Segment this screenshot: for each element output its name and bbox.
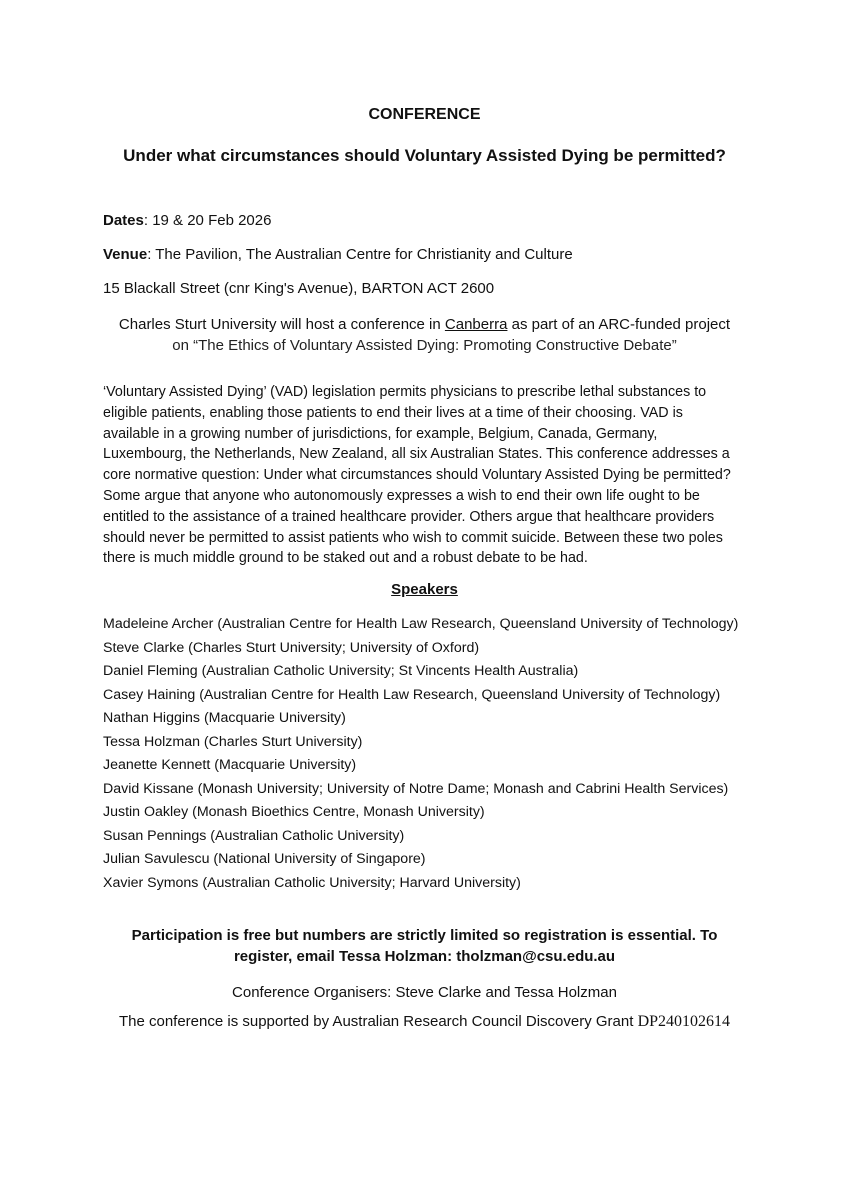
speaker-item: Jeanette Kennett (Macquarie University)	[103, 757, 357, 773]
dates-label: Dates	[103, 212, 144, 229]
venue-line	[103, 246, 573, 263]
registration-line-2: register, email Tessa Holzman: tholzman@csu.edu.au	[233, 948, 616, 965]
page-title: Under what circumstances should Voluntary Assisted Dying be permitted?	[123, 146, 726, 165]
venue-value: : The Pavilion, The Australian Centre for Christianity and Culture	[147, 246, 573, 263]
paragraph-line: core normative question: Under what circumstances should Voluntary Assisted Dying be permitted?	[103, 467, 731, 484]
speaker-item: Steve Clarke (Charles Sturt University; University of Oxford)	[103, 639, 480, 656]
paragraph-line: there is much middle ground to be staked out and a robust debate to be had.	[103, 550, 588, 567]
speaker-item: Julian Savulescu (National University of Singapore)	[103, 851, 426, 867]
speaker-item: David Kissane (Monash University; University of Notre Dame; Monash and Cabrini Health Services)	[103, 780, 729, 797]
address-line: 15 Blackall Street (cnr King's Avenue), BARTON ACT 2600	[103, 280, 495, 297]
grant-id: DP240102614	[637, 1013, 731, 1030]
paragraph-line: should never be permitted to assist patients who wish to commit suicide. Between these two poles	[103, 529, 723, 546]
funding-text: The conference is supported by Australian Research Council Discovery Grant	[118, 1013, 638, 1030]
paragraph-line: available in a growing number of jurisdictions, for example, Belgium, Canada, Germany,	[103, 425, 658, 442]
speaker-item: Susan Pennings (Australian Catholic University)	[103, 827, 405, 844]
intro-line-1	[0, 314, 849, 335]
speaker-item: Nathan Higgins (Macquarie University)	[103, 710, 346, 726]
intro-after-city: as part of an ARC-funded project	[507, 316, 731, 333]
speaker-item: Daniel Fleming (Australian Catholic University; St Vincents Health Australia)	[103, 663, 579, 679]
paragraph-line: ‘Voluntary Assisted Dying’ (VAD) legislation permits physicians to prescribe lethal substances to	[103, 384, 707, 400]
dates-value: : 19 & 20 Feb 2026	[143, 212, 272, 229]
registration-line-1: Participation is free but numbers are strictly limited so registration is essential. To	[131, 927, 718, 944]
dates-line	[103, 212, 271, 229]
description-paragraph	[103, 382, 748, 569]
city-name: Canberra	[444, 316, 508, 333]
funding-line	[0, 1013, 849, 1031]
paragraph-line: Some argue that anyone who autonomously expresses a wish to end their own life ought to be	[103, 487, 700, 504]
paragraph-line: Luxembourg, the Netherlands, New Zealand, all six Australian States. This conference addresses a	[103, 446, 730, 463]
intro-before-city: Charles Sturt University will host a conference in	[118, 316, 445, 333]
speaker-item: Justin Oakley (Monash Bioethics Centre, Monash University)	[103, 804, 485, 820]
paragraph-line: eligible patients, enabling those patients to end their lives at a time of their choosing. VAD is	[103, 404, 683, 421]
speaker-item: Xavier Symons (Australian Catholic University; Harvard University)	[103, 874, 521, 891]
paragraph-line: entitled to the assistance of a trained healthcare provider. Others argue that healthcare providers	[103, 508, 715, 525]
speaker-item: Tessa Holzman (Charles Sturt University)	[103, 733, 363, 750]
venue-label: Venue	[103, 246, 148, 263]
speakers-heading: Speakers	[391, 581, 458, 598]
page-heading: CONFERENCE	[368, 106, 481, 123]
speaker-item: Casey Haining (Australian Centre for Health Law Research, Queensland University of Technology)	[103, 686, 721, 703]
speakers-list	[103, 614, 738, 896]
registration-notice	[0, 925, 849, 967]
intro-text	[0, 314, 849, 356]
project-title-line: on “The Ethics of Voluntary Assisted Dying: Promoting Constructive Debate”	[172, 337, 677, 354]
organisers-line: Conference Organisers: Steve Clarke and Tessa Holzman	[232, 984, 617, 1001]
speaker-item: Madeleine Archer (Australian Centre for Health Law Research, Queensland University of Technology)	[103, 616, 739, 632]
